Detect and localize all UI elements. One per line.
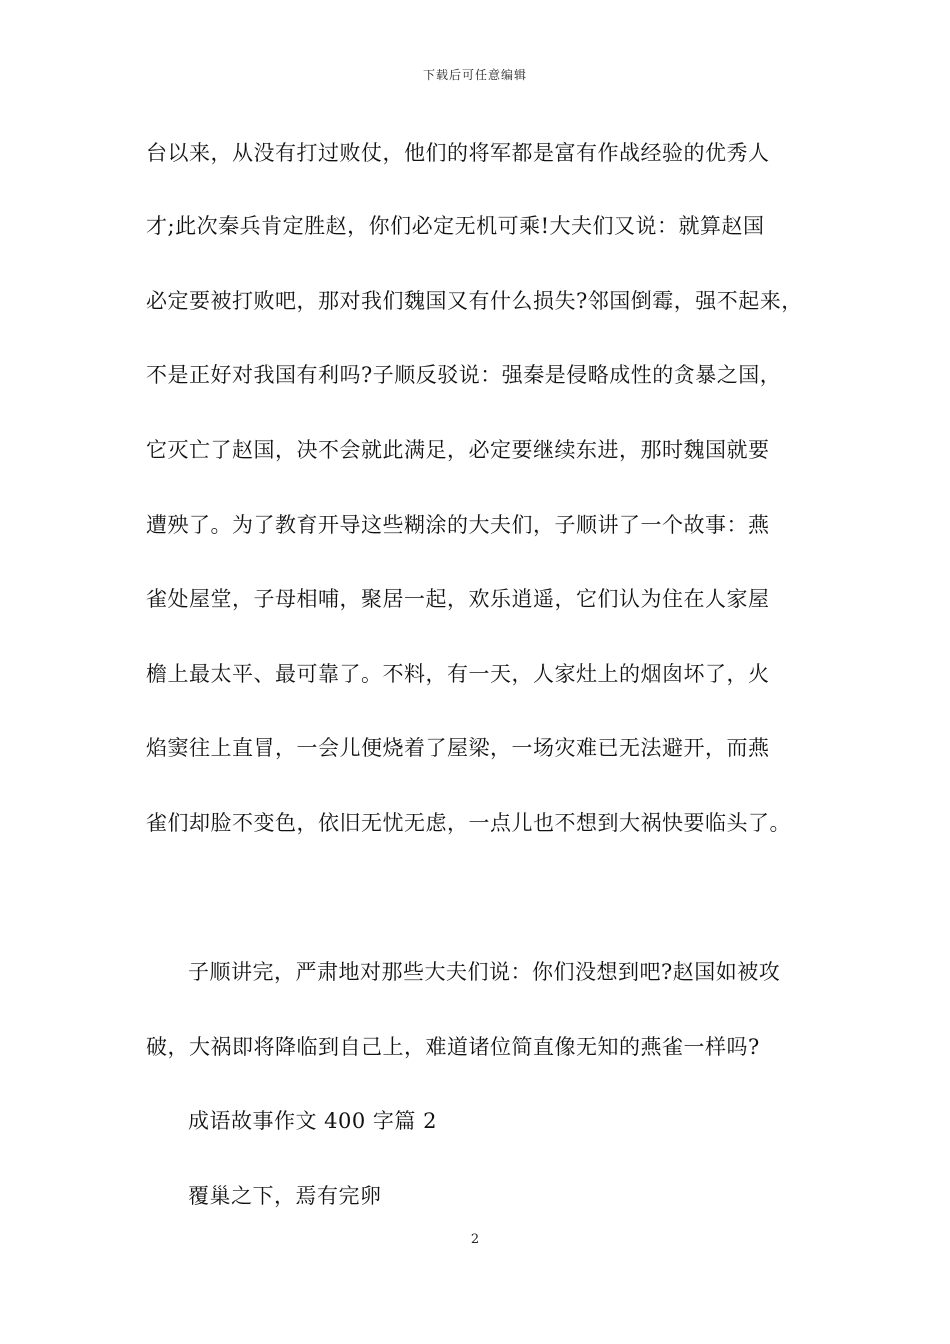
body-line: 不是正好对我国有利吗?子顺反驳说：强秦是侵略成性的贪暴之国， xyxy=(146,363,782,387)
body-line: 子顺讲完，严肃地对那些大夫们说：你们没想到吧?赵国如被攻 xyxy=(188,960,781,984)
body-line: 檐上最太平、最可靠了。不料，有一天，人家灶上的烟囱坏了，火 xyxy=(146,662,770,686)
body-line: 它灭亡了赵国，决不会就此满足，必定要继续东进，那时魏国就要 xyxy=(146,438,770,462)
page-number: 2 xyxy=(470,1232,480,1247)
story-title: 覆巢之下，焉有完卵 xyxy=(188,1184,382,1208)
body-line: 必定要被打败吧，那对我们魏国又有什么损失?邻国倒霉，强不起来， xyxy=(146,289,803,313)
body-line: 雀们却脸不变色，依旧无忧无虑，一点儿也不想到大祸快要临头了。 xyxy=(146,811,791,835)
body-line: 遭殃了。为了教育开导这些糊涂的大夫们，子顺讲了一个故事：燕 xyxy=(146,513,770,537)
body-line: 焰窦往上直冒，一会儿便烧着了屋梁，一场灾难已无法避开，而燕 xyxy=(146,736,770,760)
body-line: 雀处屋堂，子母相哺，聚居一起，欢乐逍遥，它们认为住在人家屋 xyxy=(146,587,770,611)
section-heading: 成语故事作文 400 字篇 2 xyxy=(188,1109,437,1133)
body-line: 才;此次秦兵肯定胜赵，你们必定无机可乘!大夫们又说：就算赵国 xyxy=(146,214,765,238)
body-line: 台以来，从没有打过败仗，他们的将军都是富有作战经验的优秀人 xyxy=(146,141,770,165)
page-header: 下载后可任意编辑 xyxy=(422,68,527,82)
body-line: 破，大祸即将降临到自己上，难道诸位简直像无知的燕雀一样吗? xyxy=(146,1035,760,1059)
